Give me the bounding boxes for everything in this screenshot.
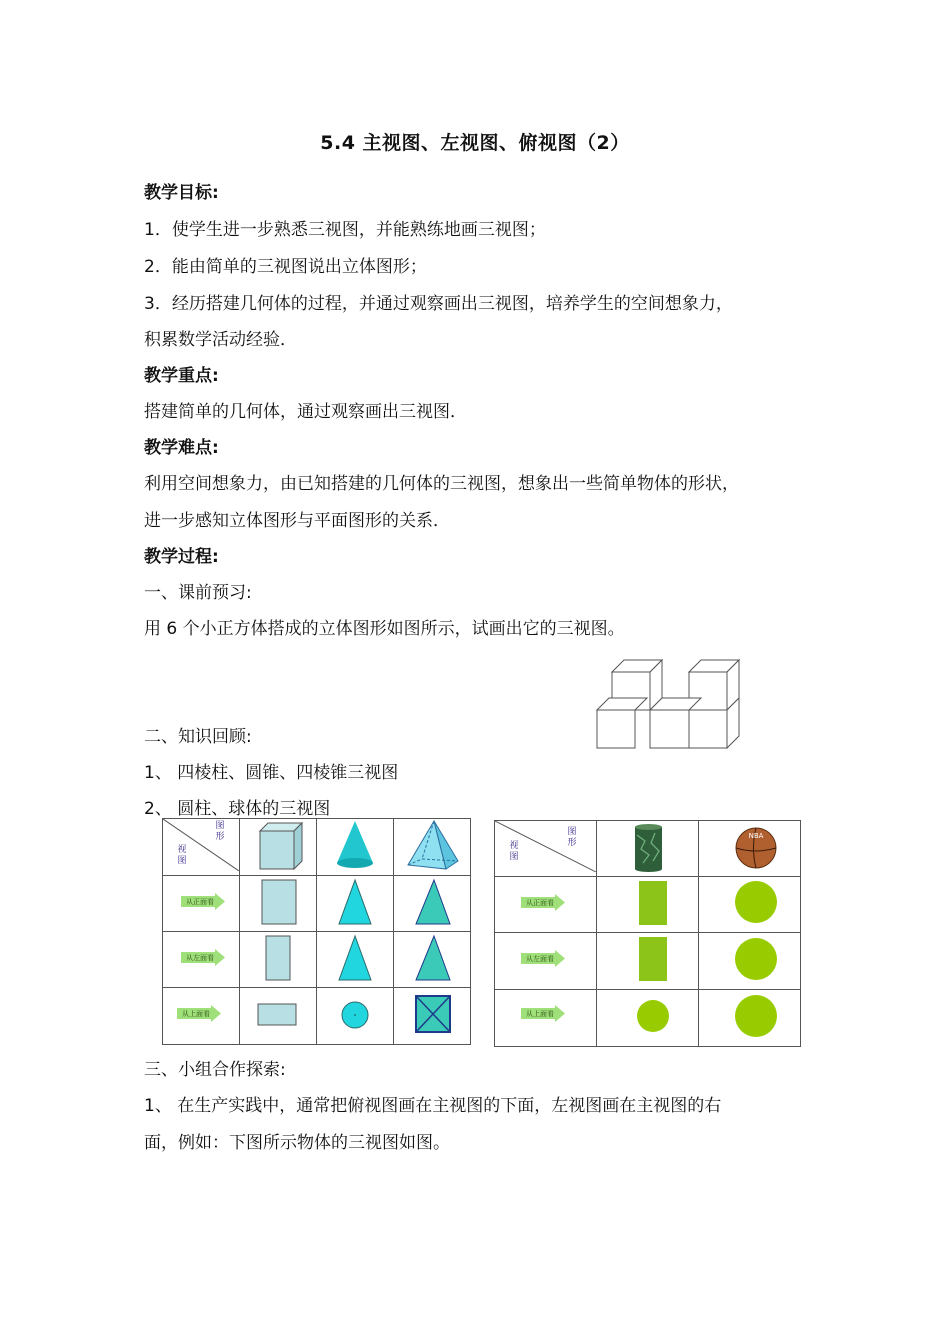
cone-front-triangle xyxy=(339,880,371,924)
pyramid-front-triangle xyxy=(416,880,450,924)
solid-sphere-cell xyxy=(699,821,801,877)
prism-left-rect xyxy=(266,936,290,980)
review-item: 1、 四棱柱、圆锥、四棱锥三视图 xyxy=(144,763,399,783)
table-header-cell xyxy=(163,819,240,876)
left-view-tag xyxy=(521,950,565,971)
cone-apex-dot xyxy=(354,1014,356,1016)
solids-view-table xyxy=(162,818,471,1045)
cone-left-triangle xyxy=(339,936,371,980)
sphere-front-cell xyxy=(699,877,801,933)
explore-line: 面，例如：下图所示物体的三视图如图。 xyxy=(144,1133,450,1153)
row-label-cell xyxy=(163,876,240,932)
cylinder-sphere-view-table xyxy=(494,820,801,1047)
cone-front-cell xyxy=(317,876,394,932)
process-heading: 教学过程: xyxy=(144,547,219,567)
solid-prism-cell xyxy=(240,819,317,876)
solid-cone-cell xyxy=(317,819,394,876)
preview-text: 用 6 个小正方体搭成的立体图形如图所示，试画出它的三视图。 xyxy=(144,619,625,639)
cylinder-left-cell xyxy=(597,933,699,990)
difficulty-line: 进一步感知立体图形与平面图形的关系． xyxy=(144,511,450,531)
left-view-tag xyxy=(181,949,225,970)
cone-left-cell xyxy=(317,932,394,988)
page-title: 5.4 主视图、左视图、俯视图（2） xyxy=(320,132,630,154)
sphere-top-circle xyxy=(735,995,777,1037)
key-point-text: 搭建简单的几何体，通过观察画出三视图． xyxy=(144,402,467,422)
prism-top-rect xyxy=(258,1004,296,1025)
cylinder-left-rect xyxy=(639,937,667,981)
row-label-cell xyxy=(495,933,597,990)
solid-cylinder-cell xyxy=(597,821,699,877)
basketball-image xyxy=(699,821,800,872)
explore-heading: 三、小组合作探索: xyxy=(144,1060,286,1080)
review-item: 2、 圆柱、球体的三视图 xyxy=(144,799,331,819)
pyramid-front-cell xyxy=(394,876,471,932)
objective-item: 3．经历搭建几何体的过程，并通过观察画出三视图，培养学生的空间想象力， xyxy=(144,294,733,314)
sphere-left-circle xyxy=(735,938,777,980)
objective-item: 1．使学生进一步熟悉三视图，并能熟练地画三视图； xyxy=(144,220,546,240)
objectives-heading: 教学目标: xyxy=(144,183,219,203)
cylinder-front-cell xyxy=(597,877,699,933)
header-label-shape: 图 形 xyxy=(567,827,577,848)
row-label-cell xyxy=(495,877,597,933)
front-view-tag xyxy=(521,894,565,915)
key-point-heading: 教学重点: xyxy=(144,366,219,386)
difficulty-heading: 教学难点: xyxy=(144,438,219,458)
prism-front-rect xyxy=(262,880,296,924)
front-view-label: 从正面看 xyxy=(186,898,214,906)
solid-pyramid-cell xyxy=(394,819,471,876)
front-view-tag xyxy=(181,893,225,914)
top-view-tag xyxy=(177,1005,221,1026)
sphere-front-circle xyxy=(735,881,777,923)
cube-face xyxy=(597,710,635,748)
sphere-left-cell xyxy=(699,933,801,990)
top-view-label: 从上面看 xyxy=(182,1010,210,1018)
cone-top-cell xyxy=(317,988,394,1045)
prism-front-cell xyxy=(240,876,317,932)
cube-face xyxy=(689,710,727,748)
pyramid-left-triangle xyxy=(416,936,450,980)
header-label-view: 视 图 xyxy=(177,845,187,866)
prism-left-cell xyxy=(240,932,317,988)
prism-solid-image xyxy=(240,819,316,871)
pyramid-left-cell xyxy=(394,932,471,988)
pyramid-solid-image xyxy=(394,819,470,871)
cylinder-top-cell xyxy=(597,990,699,1047)
objective-item: 2．能由简单的三视图说出立体图形； xyxy=(144,257,427,277)
cylinder-solid-image xyxy=(597,821,698,872)
cube-face xyxy=(650,710,689,748)
review-heading: 二、知识回顾: xyxy=(144,727,252,747)
objective-item: 积累数学活动经验． xyxy=(144,330,297,350)
ball-brand-text: NBA xyxy=(748,832,764,840)
cone-solid-image xyxy=(317,819,393,871)
cylinder-top-circle xyxy=(637,1000,669,1032)
left-view-label: 从左面看 xyxy=(526,955,554,963)
row-label-cell xyxy=(495,990,597,1047)
explore-line: 1、 在生产实践中，通常把俯视图画在主视图的下面，左视图画在主视图的右 xyxy=(144,1096,722,1116)
cube-figure xyxy=(590,655,750,765)
pyramid-top-cell xyxy=(394,988,471,1045)
preview-heading: 一、课前预习: xyxy=(144,583,252,603)
sphere-top-cell xyxy=(699,990,801,1047)
prism-top-cell xyxy=(240,988,317,1045)
table-header-cell xyxy=(495,821,597,877)
top-view-label: 从上面看 xyxy=(526,1010,554,1018)
row-label-cell xyxy=(163,932,240,988)
header-label-shape: 图 形 xyxy=(215,821,225,842)
cylinder-front-rect xyxy=(639,881,667,925)
top-view-tag xyxy=(521,1005,565,1026)
row-label-cell xyxy=(163,988,240,1045)
difficulty-line: 利用空间想象力，由已知搭建的几何体的三视图，想象出一些简单物体的形状， xyxy=(144,474,739,494)
left-view-label: 从左面看 xyxy=(186,954,214,962)
front-view-label: 从正面看 xyxy=(526,899,554,907)
header-label-view: 视 图 xyxy=(509,841,519,862)
